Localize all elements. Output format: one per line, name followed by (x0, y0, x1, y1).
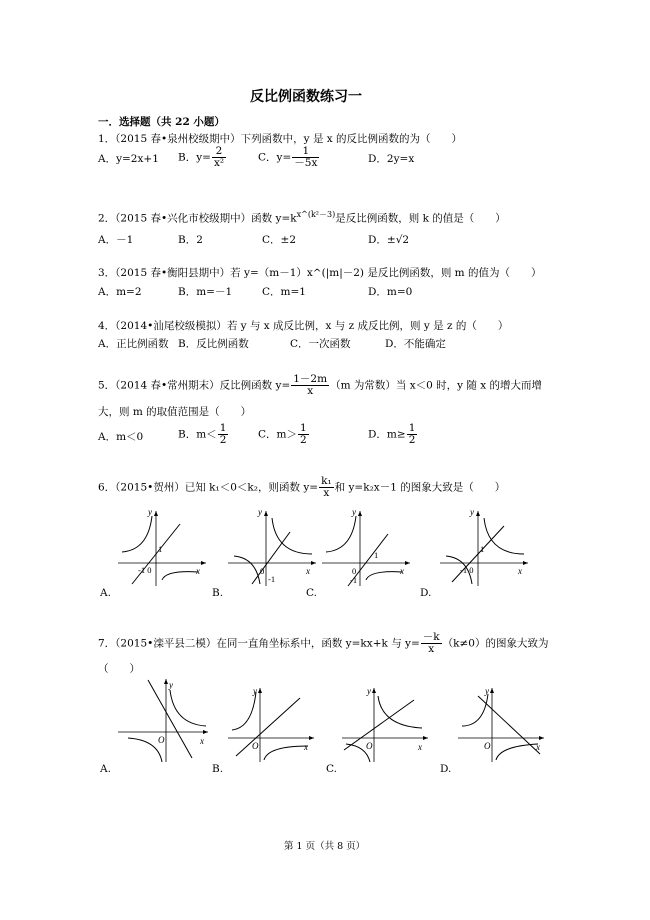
q5-stem-line2: 大，则 m 的取值范围是（ ） (98, 406, 252, 418)
q7b-x-label: x (304, 742, 308, 752)
q6b-tick-neg-one: -1 (268, 574, 276, 584)
q7-stem-line2: （ ） (98, 663, 140, 675)
q4-option-d: D．不能确定 (385, 338, 446, 350)
page-footer: 第 1 页（共 8 页） (284, 841, 366, 852)
q3-option-d: D．m=0 (368, 286, 413, 298)
q6d-x-label: x (518, 566, 522, 576)
q5-option-d: D．m≥ $\frac{1}{2}$ (368, 422, 416, 446)
q4-option-c: C．一次函数 (290, 338, 351, 350)
q5-option-b: B．m＜ $\frac{1}{2}$ (178, 422, 227, 446)
q6b-x-label: x (306, 566, 310, 576)
q6b-tick-zero: 0 (260, 566, 265, 576)
page-title: 反比例函数练习一 (250, 89, 362, 105)
q2-stem: 2．（2015 春•兴化市校级期中）函数 $y=k^{x\^{}(k^2-3)}$是反比例函数，则 k 的值是（ ） (98, 210, 506, 225)
q2-option-c: C．±2 (262, 234, 297, 246)
q7c-origin: O (366, 741, 373, 751)
q5-option-a: A．m＜0 (98, 431, 144, 443)
q7d-y-label: y (485, 686, 489, 696)
q6c-tick-zero: 0 (352, 566, 357, 576)
q7-stem: 7．（2015•滦平县二模）在同一直角坐标系中，函数 y=kx+k 与 y= $\frac{-k}{x}$ （k≠0）的图象大致为 (98, 631, 549, 655)
q6-option-b: B. (212, 587, 224, 599)
q7-option-c: C. (326, 763, 337, 775)
q6-option-d: D. (420, 587, 432, 599)
q4-option-a: A．正比例函数 (98, 338, 169, 350)
q6a-tick-neg-one-zero: -1 0 (138, 565, 152, 575)
q4-option-b: B．反比例函数 (178, 338, 249, 350)
q3-stem: 3．（2015 春•衡阳县期中）若 y=（m－1）x^(|m|－2) 是反比例函数，则 m 的值为（ ） (98, 267, 542, 279)
q7c-y-label: y (367, 686, 371, 696)
q7b-y-label: y (253, 686, 257, 696)
q6d-tick-neg-one-zero: -1 0 (460, 565, 474, 575)
q1-option-d: D．2y=x (368, 153, 415, 165)
q6b-y-label: y (258, 507, 262, 517)
q6c-y-label: y (352, 507, 356, 517)
q2-option-a: A．－1 (98, 234, 134, 246)
q1-option-b: B．y= $\frac{2}{\text{x²}}$ (178, 145, 225, 169)
q2-option-b: B．2 (178, 234, 203, 246)
q6a-tick-one: 1 (158, 544, 163, 554)
q6-graph-d (440, 508, 530, 588)
q3-option-b: B．m=－1 (178, 286, 233, 298)
q7-graph-c (342, 686, 432, 766)
q6-graph-c (322, 508, 412, 588)
q1-option-a: A．y=2x+1 (98, 153, 159, 165)
q7-graph-d (458, 686, 548, 766)
q7-option-a: A. (100, 763, 111, 775)
q3-option-c: C．m=1 (262, 286, 306, 298)
q7a-y-label: y (169, 680, 173, 690)
q7c-x-label: x (418, 742, 422, 752)
q6-option-c: C. (306, 587, 317, 599)
q5-option-c: C．m＞ $\frac{1}{2}$ (258, 422, 307, 446)
q6a-y-label: y (148, 507, 152, 517)
q4-stem: 4．（2014•汕尾校级模拟）若 y 与 x 成反比例，x 与 z 成反比例，则 y 是 z 的（ ） (98, 320, 509, 332)
q7b-origin: O (252, 741, 259, 751)
section-heading: 一．选择题（共 22 小题） (98, 116, 225, 128)
q6c-tick-one: 1 (374, 550, 379, 560)
q1-option-c: C．y= $\frac{1}{-5x}$ (258, 145, 318, 169)
q1-stem: 1．（2015 春•泉州校级期中）下列函数中，y 是 x 的反比例函数的为（ ） (98, 133, 463, 145)
q7-graph-a (118, 676, 218, 766)
q7d-x-label: x (536, 742, 540, 752)
q7d-origin: O (484, 741, 491, 751)
q6-option-a: A. (100, 587, 111, 599)
q6c-tick-neg-one: -1 (350, 575, 358, 585)
q2-option-d: D．±√2 (368, 234, 410, 246)
q7-option-d: D. (440, 763, 452, 775)
q6-graph-a (118, 508, 208, 588)
q6-stem: 6．（2015•贺州）已知 k₁＜0＜k₂，则函数 y= $\frac{\text{k₁}}{x}$ 和 y=k₂x－1 的图象大致是（ ） (98, 475, 506, 499)
q7-graph-b (228, 686, 318, 766)
q5-stem: 5．（2014 春•常州期末）反比例函数 y= $\frac{1-2m}{x}$ （m 为常数）当 x＜0 时，y 随 x 的增大而增 (98, 373, 543, 397)
q6d-y-label: y (470, 507, 474, 517)
q7-option-b: B. (212, 763, 224, 775)
q6d-tick-one: 1 (480, 544, 485, 554)
q7a-origin: O (158, 735, 165, 745)
q6c-x-label: x (400, 566, 404, 576)
q7a-x-label: x (200, 736, 204, 746)
q6a-x-label: x (196, 566, 200, 576)
q3-option-a: A．m=2 (98, 286, 142, 298)
q6-graph-b (228, 508, 318, 588)
